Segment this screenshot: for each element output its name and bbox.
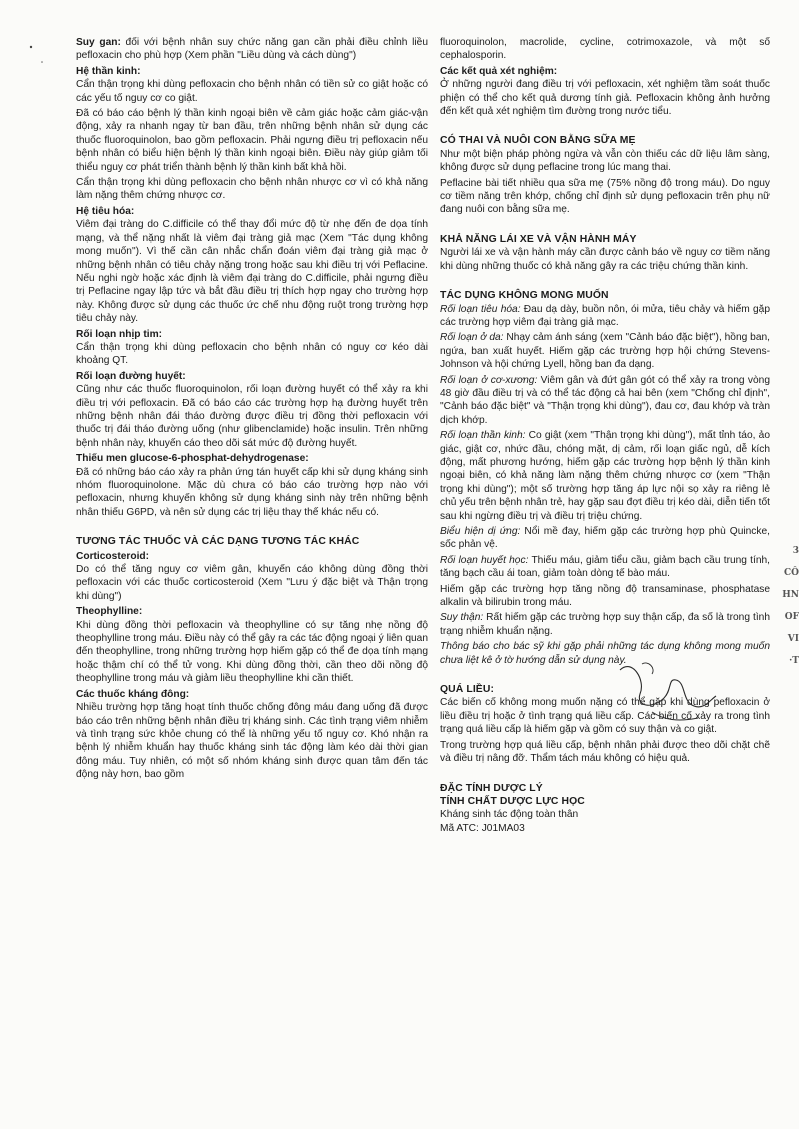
edge-fragment-text: OF: [784, 612, 799, 622]
body-paragraph: [440, 739, 770, 766]
body-paragraph: [76, 36, 428, 63]
subsection-heading: Theophylline:: [76, 606, 143, 618]
section-spacer: [440, 275, 770, 289]
section-heading: KHẢ NĂNG LÁI XE VÀ VẬN HÀNH MÁY: [440, 233, 637, 245]
section-heading: QUÁ LIỀU:: [440, 684, 495, 696]
body-paragraph: [440, 583, 770, 610]
body-paragraph: [76, 78, 428, 105]
subsection-heading: Corticosteroid:: [76, 550, 150, 562]
edge-fragment-text: CÔ: [783, 568, 799, 578]
paragraph-text: Đau dạ dày, buồn nôn, ói mửa, tiêu chảy và hiếm gặp các trường hợp viêm đại tràng giả mạc.: [440, 303, 770, 328]
paragraph-text: Hiếm gặp các trường hợp tăng nồng độ transaminase, phosphatase alkalin và bilirubin trong máu.: [440, 583, 770, 609]
section-heading: TÍNH CHẤT DƯỢC LỰC HỌC: [440, 795, 585, 807]
paragraph-text: Peflacine bài tiết nhiều qua sữa mẹ (75% nồng độ trong máu). Do nguy cơ tiềm năng trên khớp, chống chỉ định sử dụng pefloxacin trên phụ nữ đang nuôi con bằng sữa mẹ.: [440, 177, 770, 216]
paragraph-text: Ở những người đang điều trị với pefloxacin, xét nghiệm tầm soát thuốc phiện có thể cho kết quả dương tính giả. Pefloxacin không ảnh hưởng đến kết quả xét nghiệm tìm đường trong nước tiểu.: [440, 79, 770, 118]
body-paragraph: [76, 563, 428, 603]
body-paragraph: [440, 36, 770, 63]
paragraph-text: Như một biện pháp phòng ngừa và vẫn còn thiếu các dữ liệu lâm sàng, không được sử dụng peflacine trong lúc mang thai.: [440, 148, 770, 174]
body-paragraph: [440, 331, 770, 371]
paragraph-text: Thiếu máu, giảm tiểu cầu, giảm bạch cầu trung tính, tăng bạch cầu ái toan, giảm toàn dòng tế bào máu.: [440, 554, 771, 580]
scan-speck-mark: [40, 60, 44, 64]
section-heading: ĐẶC TÍNH DƯỢC LÝ: [440, 782, 543, 794]
body-paragraph: [440, 554, 770, 581]
body-paragraph: [440, 429, 770, 523]
body-paragraph: [440, 374, 770, 428]
paragraph-lead-label: Rối loạn huyết học:: [440, 554, 529, 566]
subsection-heading: Thiếu men glucose-6-phosphat-dehydrogenase:: [76, 453, 309, 465]
body-paragraph: [76, 341, 428, 368]
edge-fragment-text: 3: [792, 546, 799, 556]
paragraph-lead-label: Biểu hiện dị ứng:: [440, 526, 521, 537]
paragraph-lead-label: Suy thận:: [440, 612, 484, 624]
body-paragraph: [76, 218, 428, 325]
paragraph-text: Đã có những báo cáo xảy ra phản ứng tán huyết cấp khi sử dụng kháng sinh nhóm fluoroquinolone. Mặc dù chưa có báo cáo trường hợp nào với pefloxacin, nhưng khuyến không sử dụng kháng sinh này trên những bệnh nhân thiếu G6PD, và nên sử dụng các trị liệu thay thế khác nếu có.: [76, 466, 428, 518]
paragraph-lead-label: Rối loạn ở da:: [440, 332, 504, 344]
body-paragraph: [76, 466, 428, 520]
subsection-heading: Rối loạn đường huyết:: [76, 370, 186, 382]
subsection-heading: Hệ tiêu hóa:: [76, 205, 135, 217]
paragraph-text: Cũng như các thuốc fluoroquinolon, rối loạn đường huyết có thể xảy ra khi điều trị với pefloxacin. Đã có báo cáo các trường hợp hạ đường huyết trên những bệnh nhân đái tháo đường được điều trị đồng thời pefloxacin với thuốc trị đái tháo đường uống (như glibenclamide) hoặc insulin. Trên những bệnh nhân này, khuyến cáo theo dõi sát mức độ đường huyết.: [76, 384, 428, 449]
paragraph-text: Rất hiếm gặp các trường hợp suy thận cấp, đa số là trong tình trạng nhiễm khuẩn nặng.: [440, 612, 770, 637]
paragraph-text: Trong trường hợp quá liều cấp, bệnh nhân phải được theo dõi chặt chẽ và điều trị nâng đỡ. Thẩm tách máu không có hiệu quả.: [440, 739, 770, 765]
left-column: [76, 36, 428, 784]
info-line: Kháng sinh tác động toàn thân: [440, 809, 579, 821]
section-spacer: [440, 219, 770, 233]
paragraph-text: Nhạy cảm ánh sáng (xem "Cảnh báo đặc biệt"), hồng ban, ngứa, ban xuất huyết. Hiếm gặp các trường hợp hội chứng Stevens-Johnson và hội chứng Lyell, hồng ban đa dạng.: [440, 332, 771, 371]
paragraph-text: Viêm đại tràng do C.difficile có thể thay đổi mức độ từ nhẹ đến đe dọa tính mạng, và thể nặng nhất là viêm đại tràng giả mạc (Xem "Tác dụng không mong muốn"). Vì thế cần cân nhắc chẩn đoán viêm đại tràng giả mạc ở những bệnh nhân có tiêu chảy nặng trong hoặc sau khi điều trị với Peflacine. Nếu nghi ngờ hoặc xác định là viêm đại tràng do C.difficile, phải ngưng điều trị Peflacine ngay lập tức và bắt đầu điều trị thích hợp ngay cho trường hợp này. Không được sử dụng các thuốc ức chế nhu động ruột trong trường hợp tiêu chảy này.: [76, 219, 428, 325]
subsection-heading: Các kết quả xét nghiệm:: [440, 65, 558, 77]
edge-fragment-text: VI: [787, 634, 799, 644]
paragraph-text: Các biến cố không mong muốn nặng có thể gặp khi dùng pefloxacin ở liều điều trị hoặc ở tình trạng quá liều cấp. Các biến cố xảy ra trong tình trạng quá liều cấp là hiếm gặp và gồm có suy thận và co giật.: [440, 697, 770, 736]
body-paragraph: [440, 177, 770, 217]
paragraph-text: Cẩn thận trọng khi dùng pefloxacin cho bệnh nhân có tiền sử co giật hoặc có các yếu tố nguy cơ co giật.: [76, 79, 428, 104]
subsection-heading: Các thuốc kháng đông:: [76, 688, 190, 700]
paragraph-text: Do có thể tăng nguy cơ viêm gân, khuyến cáo không dùng đồng thời pefloxacin với các thuốc corticosteroid (Xem "Lưu ý đặc biệt và Thận trọng khi dùng"): [76, 564, 428, 602]
paragraph-text: Nổi mề đay, hiếm gặp các trường hợp phù Quincke, sốc phản vệ.: [440, 526, 770, 551]
section-heading: TƯƠNG TÁC THUỐC VÀ CÁC DẠNG TƯƠNG TÁC KHÁC: [76, 536, 360, 548]
subsection-heading: Hệ thần kinh:: [76, 65, 141, 77]
body-paragraph: [440, 148, 770, 175]
section-heading: TÁC DỤNG KHÔNG MONG MUỐN: [440, 290, 609, 302]
body-paragraph: [76, 176, 428, 203]
paragraph-text: Đã có báo cáo bệnh lý thần kinh ngoại biên về cảm giác hoặc cảm giác-vận động, xảy ra nhanh ngay từ ban đầu, trên những bệnh nhân sử dụng các thuốc fluoroquinolon, bao gồm pefloxacin. Phải ngưng điều trị pefloxacin nếu bệnh nhân có biểu hiện bệnh lý thần kinh ngoại biên. Điều này giúp giảm tối thiểu nguy cơ phát triển thành bệnh lý thần kinh bất khả hồi.: [76, 108, 428, 173]
edge-fragment-text: ·T: [789, 656, 799, 666]
section-heading: CÓ THAI VÀ NUÔI CON BẰNG SỮA MẸ: [440, 135, 636, 147]
paragraph-text: Cẩn thận trọng khi dùng pefloxacin cho bệnh nhân có nguy cơ kéo dài khoảng QT.: [76, 341, 428, 367]
paragraph-text: Người lái xe và vận hành máy cần được cảnh báo về nguy cơ tiềm năng khi dùng những thuốc có khả năng gây ra các triệu chứng thần kinh.: [440, 247, 770, 272]
paragraph-text: Khi dùng đồng thời pefloxacin và theophylline có sự tăng nhẹ nồng độ theophylline trong máu. Điều này có thể gây ra các tác động ngoại ý liên quan đến theophylline, trong những trường hợp hiếm gặp có thể đe dọa tính mạng hoặc thậm chí có thể tử vong. Khi dùng đồng thời, cần theo dõi nồng độ theophylline trong máu và giảm liều theophylline khi cần thiết.: [76, 619, 428, 685]
edge-fragment-text: HN: [782, 590, 799, 600]
section-spacer: [440, 120, 770, 134]
paragraph-text: Co giật (xem "Thận trọng khi dùng"), mất tỉnh táo, ảo giác, giật cơ, nhức đầu, chóng mặt, dị cảm, rối loạn giấc ngủ, dễ kích động, mất phương hướng, hiếm gặp các trường hợp bệnh lý thần kinh ngoại biên, có khả năng làm nặng thêm chứng nhược cơ (xem "Thận trọng khi dùng"); một số trường hợp tăng áp lực nội sọ xảy ra riêng lẻ chủ yếu trên bệnh nhân trẻ, hay gặp sau đợt điều trị kéo dài, diễn tiến tốt sau khi ngừng điều trị và điều trị triệu chứng.: [440, 430, 770, 522]
body-paragraph: [76, 383, 428, 450]
paragraph-text: đối với bệnh nhân suy chức năng gan cần phải điều chỉnh liều pefloxacin cho phù hợp (Xem phần "Liều dùng và cách dùng"): [76, 37, 428, 62]
body-paragraph: [440, 303, 770, 330]
paragraph-lead-label: Suy gan:: [76, 37, 121, 48]
scan-speck-mark: [28, 44, 34, 50]
section-spacer: [440, 768, 770, 782]
paragraph-text: Nhiều trường hợp tăng hoạt tính thuốc chống đông máu đang uống đã được báo cáo trên những bệnh nhân điều trị kháng sinh. Các tình trạng viêm nhiễm và tình trạng sức khỏe chung có thể là những yếu tố nguy cơ. Khó nhận ra bệnh lý nhiễm khuẩn hay thuốc kháng sinh tác động làm kéo dài thời gian đông máu. Tuy nhiên, có một số nhóm kháng sinh được quan tâm đến tác động này hơn, bao gồm: [76, 702, 428, 781]
paragraph-text: fluoroquinolon, macrolide, cycline, cotrimoxazole, và một số cephalosporin.: [440, 37, 770, 62]
paragraph-lead-label: Rối loạn tiêu hóa:: [440, 303, 521, 315]
paragraph-lead-label: Rối loạn thần kinh:: [440, 430, 526, 442]
paragraph-lead-label: Rối loạn ở cơ-xương:: [440, 374, 538, 386]
body-paragraph: [76, 107, 428, 174]
info-line: Mã ATC: J01MA03: [440, 822, 525, 834]
body-paragraph: [440, 611, 770, 638]
notice-paragraph: Thông báo cho bác sỹ khi gặp phải những tác dụng không mong muốn chưa liệt kê ở tờ hướng dẫn sử dụng này.: [440, 641, 770, 666]
handwritten-signature: [612, 650, 722, 730]
body-paragraph: [76, 619, 428, 686]
body-paragraph: [440, 78, 770, 118]
subsection-heading: Rối loạn nhịp tim:: [76, 328, 163, 340]
section-spacer: [76, 521, 428, 535]
adjacent-page-edge-fragment: [775, 540, 799, 730]
paragraph-text: Cẩn thận trọng khi dùng pefloxacin cho bệnh nhân nhược cơ vì có khả năng làm nặng thêm chứng nhược cơ.: [76, 177, 428, 202]
body-paragraph: [76, 701, 428, 781]
paragraph-text: Viêm gân và đứt gân gót có thể xảy ra trong vòng 48 giờ đầu điều trị và có thể tác động cả hai bên (xem "Chống chỉ định", "Cảnh báo đặc biệt" và "Thận trọng khi dùng"), đau cơ, đau khớp và tràn dịch khớp.: [440, 374, 770, 426]
body-paragraph: [440, 525, 770, 552]
body-paragraph: [440, 246, 770, 273]
